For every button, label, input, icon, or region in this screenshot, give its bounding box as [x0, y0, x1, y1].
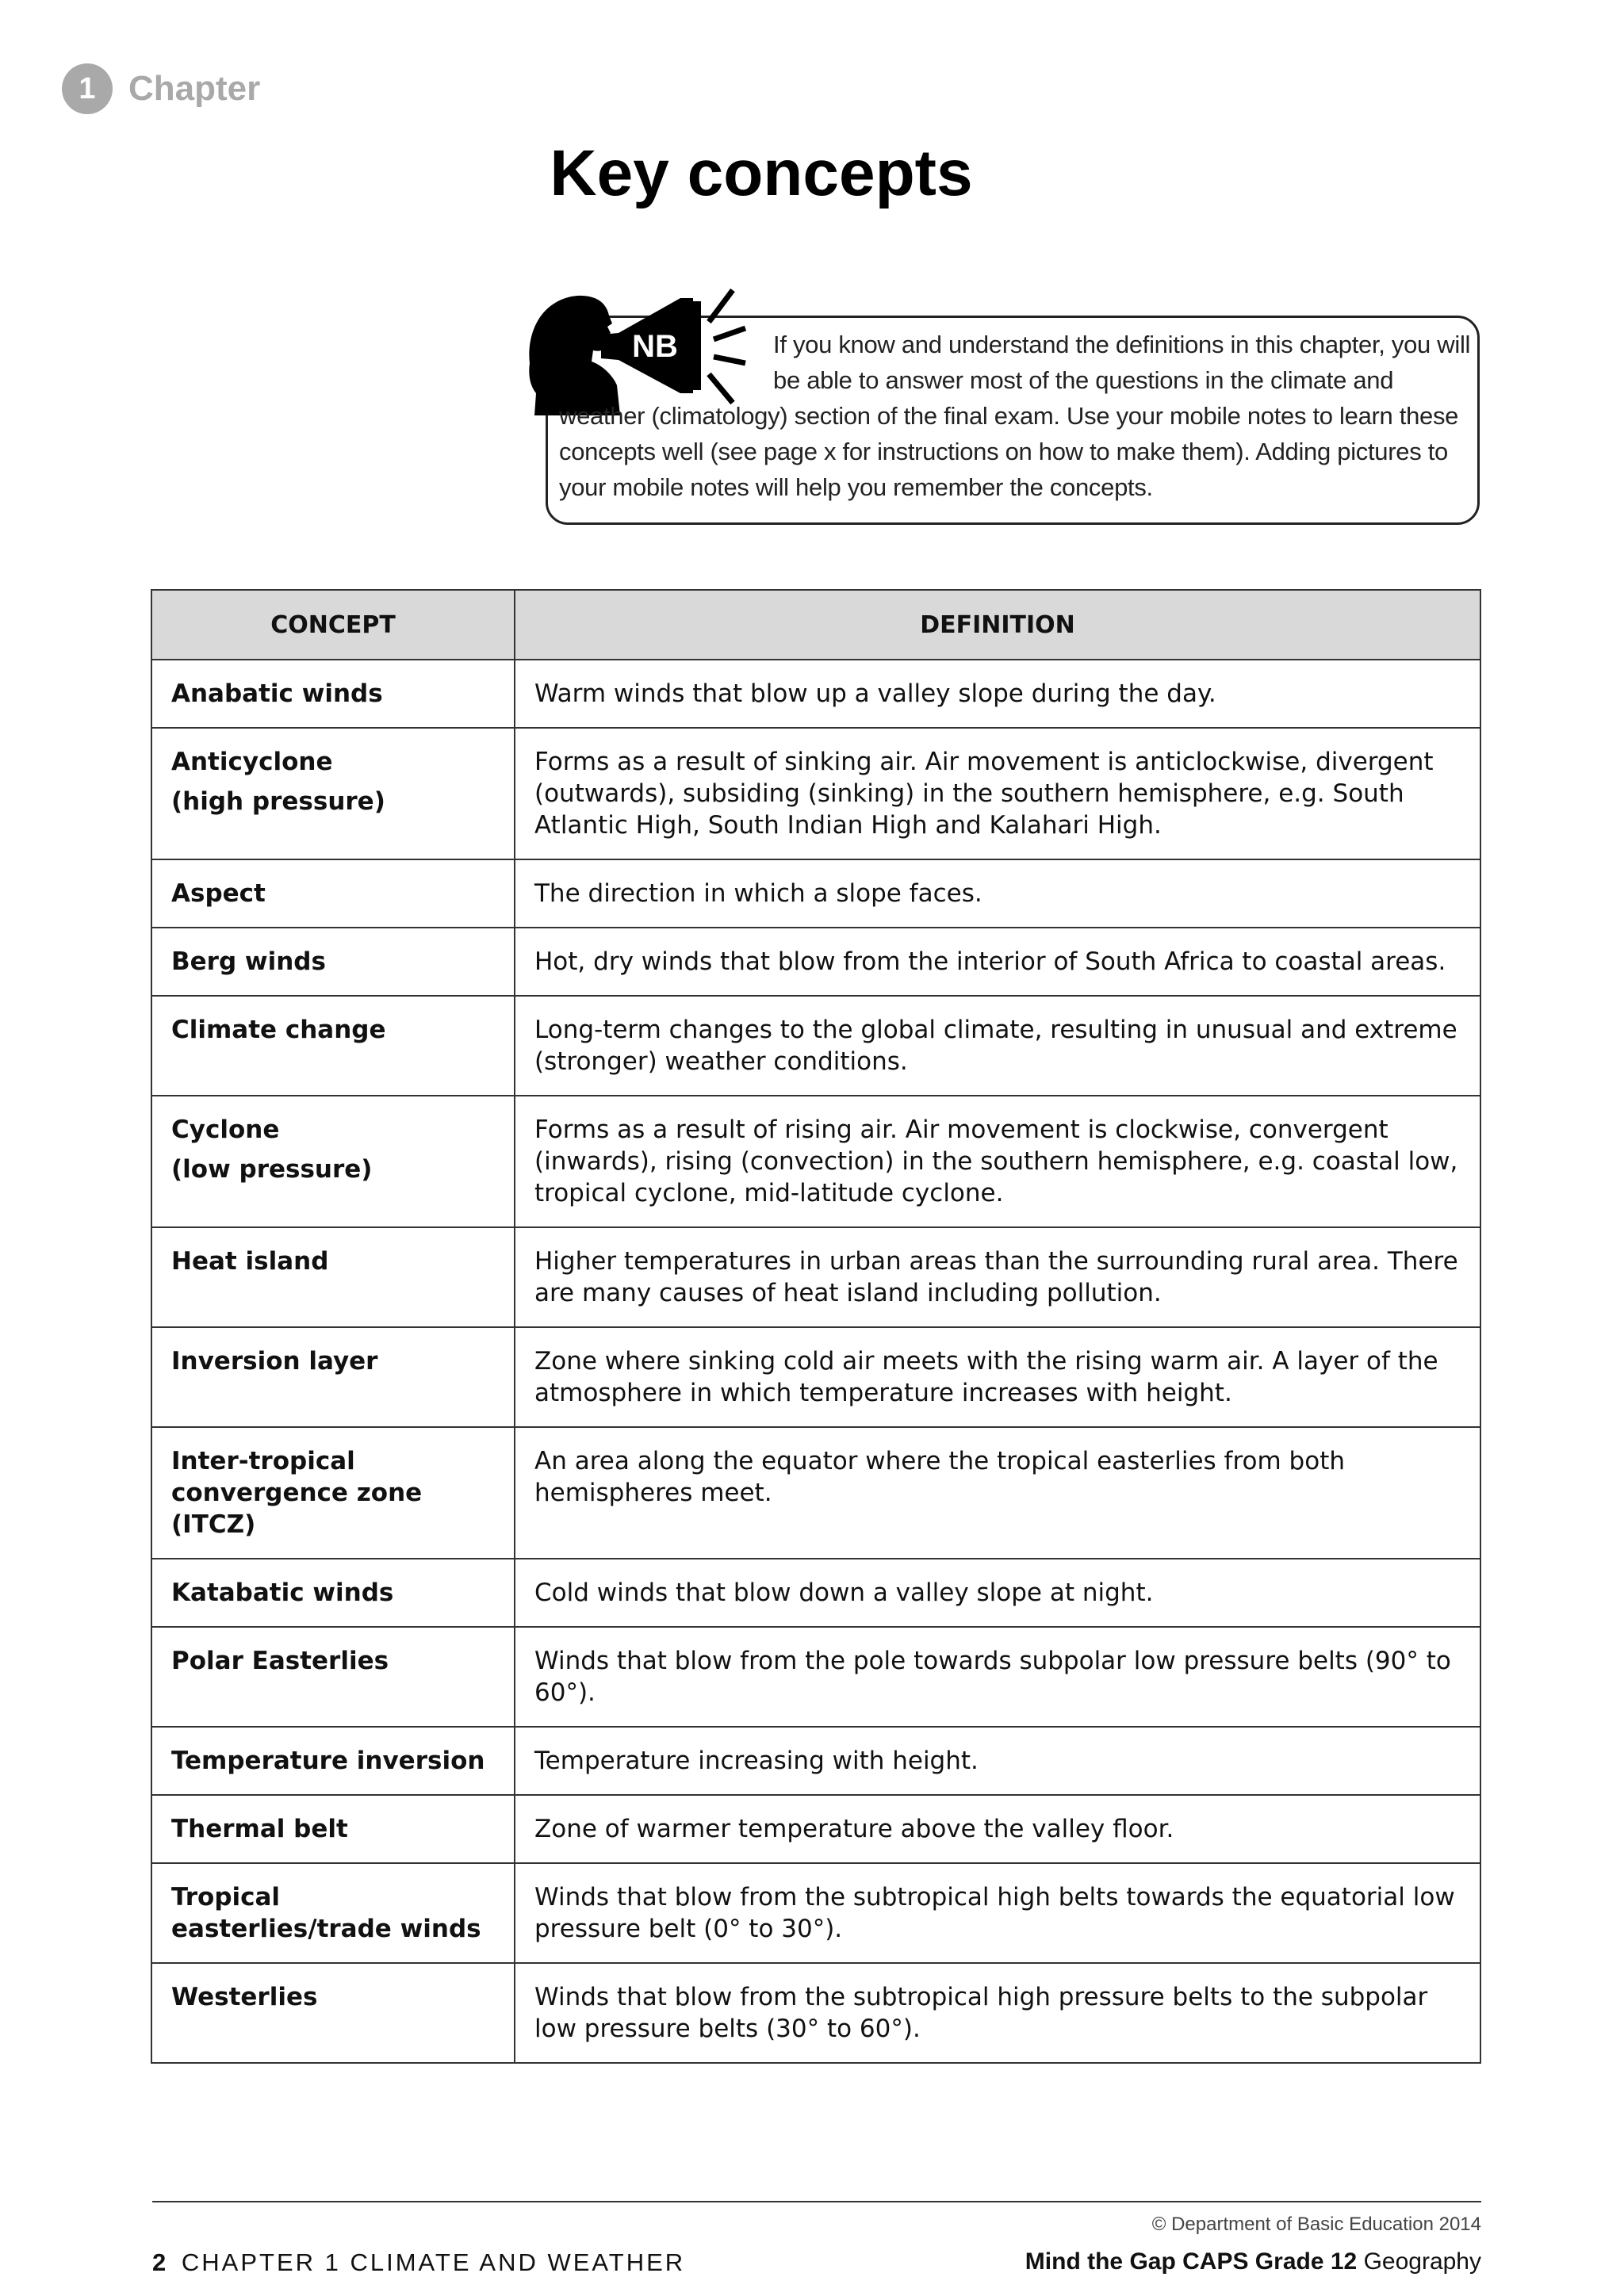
concept-cell — [151, 928, 515, 996]
definition-cell: Zone of warmer temperature above the valley floor. — [515, 1795, 1480, 1863]
concepts-table — [151, 589, 1481, 2064]
definition-cell: The direction in which a slope faces. — [515, 859, 1480, 928]
table-row — [151, 728, 1480, 859]
table-row — [151, 1096, 1480, 1227]
table-row — [151, 1863, 1480, 1963]
concept-cell — [151, 996, 515, 1096]
footer-divider — [152, 2201, 1481, 2202]
footer-book-title: Mind the Gap CAPS Grade 12 — [1025, 2248, 1358, 2275]
concept-term: Inversion layer — [171, 1347, 378, 1376]
table-body — [151, 660, 1480, 2063]
table-row — [151, 996, 1480, 1096]
concept-cell — [151, 1559, 515, 1627]
concept-term: Westerlies — [171, 1983, 318, 2011]
definition-cell: Winds that blow from the subtropical high pressure belts to the subpolar low pressure belts (30° to 60°). — [515, 1963, 1480, 2063]
table-row — [151, 1427, 1480, 1559]
table-row — [151, 1627, 1480, 1727]
table-row — [151, 660, 1480, 728]
definition-cell: Forms as a result of sinking air. Air movement is anticlockwise, divergent (outwards), subsiding (sinking) in the southern hemisphere, e.g. South Atlantic High, South Indian High and Kalahari High. — [515, 728, 1480, 859]
concept-term: Anabatic winds — [171, 679, 383, 708]
concept-cell — [151, 1627, 515, 1727]
concept-term: Heat island — [171, 1247, 329, 1276]
concept-cell — [151, 859, 515, 928]
concept-term: Polar Easterlies — [171, 1647, 389, 1675]
table-header-row — [151, 590, 1480, 660]
definition-cell: Zone where sinking cold air meets with the rising warm air. A layer of the atmosphere in which temperature increases with height. — [515, 1327, 1480, 1427]
concept-cell — [151, 728, 515, 859]
copyright-notice: © Department of Basic Education 2014 — [1151, 2214, 1481, 2235]
concept-cell — [151, 660, 515, 728]
table-row — [151, 1227, 1480, 1327]
concept-cell — [151, 1327, 515, 1427]
table-row — [151, 928, 1480, 996]
concept-cell — [151, 1727, 515, 1795]
column-header-definition: DEFINITION — [515, 590, 1480, 660]
footer-chapter-line — [152, 2248, 685, 2277]
table-row — [151, 1795, 1480, 1863]
page-title: Key concepts — [550, 137, 973, 209]
chapter-label: Chapter — [128, 69, 261, 108]
concept-cell — [151, 1096, 515, 1227]
concept-subterm: (high pressure) — [171, 787, 385, 816]
chapter-tag — [62, 63, 260, 114]
concept-term: Temperature inversion — [171, 1747, 485, 1775]
definition-cell: Cold winds that blow down a valley slope at night. — [515, 1559, 1480, 1627]
definition-cell: Warm winds that blow up a valley slope during the day. — [515, 660, 1480, 728]
definition-cell: Hot, dry winds that blow from the interior of South Africa to coastal areas. — [515, 928, 1480, 996]
definition-cell: Long-term changes to the global climate, resulting in unusual and extreme (stronger) weather conditions. — [515, 996, 1480, 1096]
page-number: 2 — [152, 2248, 167, 2276]
concept-term: Anticyclone — [171, 748, 333, 776]
concept-cell — [151, 1427, 515, 1559]
concept-term: Tropical easterlies/trade winds — [171, 1883, 481, 1943]
definition-cell: Forms as a result of rising air. Air movement is clockwise, convergent (inwards), rising (convection) in the southern hemisphere, e.g. coastal low, tropical cyclone, mid-latitude cyclone. — [515, 1096, 1480, 1227]
column-header-concept: CONCEPT — [151, 590, 515, 660]
concept-cell — [151, 1227, 515, 1327]
definition-cell: Winds that blow from the subtropical high belts towards the equatorial low pressure belt (0° to 30°). — [515, 1863, 1480, 1963]
concept-cell — [151, 1795, 515, 1863]
footer-subject: Geography — [1363, 2248, 1481, 2275]
definition-cell: Temperature increasing with height. — [515, 1727, 1480, 1795]
table-row — [151, 1963, 1480, 2063]
nb-badge: NB — [632, 329, 678, 364]
table-row — [151, 1559, 1480, 1627]
definition-cell: An area along the equator where the tropical easterlies from both hemispheres meet. — [515, 1427, 1480, 1559]
table-row — [151, 1727, 1480, 1795]
definition-cell: Higher temperatures in urban areas than the surrounding rural area. There are many causes of heat island including pollution. — [515, 1227, 1480, 1327]
concept-term: Aspect — [171, 879, 266, 908]
concept-cell — [151, 1963, 515, 2063]
concept-term: Cyclone — [171, 1115, 280, 1144]
nb-text: If you know and understand the definitions in this chapter, you will be able to answer most of the questions in the climate and weather (climatology) section of the final exam. Use your mobile notes to learn these concepts well (see page x for instructions on how to make them). Adding pictures to your mobile notes will help you remember the concepts. — [559, 331, 1471, 501]
footer-book-line — [1025, 2248, 1481, 2275]
concept-term: Katabatic winds — [171, 1578, 394, 1607]
concept-subterm: (low pressure) — [171, 1155, 373, 1184]
table-row — [151, 1327, 1480, 1427]
concept-term: Climate change — [171, 1016, 386, 1044]
table-row — [151, 859, 1480, 928]
chapter-number-badge: 1 — [62, 63, 113, 114]
definition-cell: Winds that blow from the pole towards subpolar low pressure belts (90° to 60°). — [515, 1627, 1480, 1727]
concept-cell — [151, 1863, 515, 1963]
concept-term: Thermal belt — [171, 1815, 348, 1843]
concept-term: Inter-tropical convergence zone (ITCZ) — [171, 1447, 423, 1539]
concept-term: Berg winds — [171, 947, 326, 976]
footer-chapter-title: CHAPTER 1 CLIMATE AND WEATHER — [181, 2248, 686, 2276]
